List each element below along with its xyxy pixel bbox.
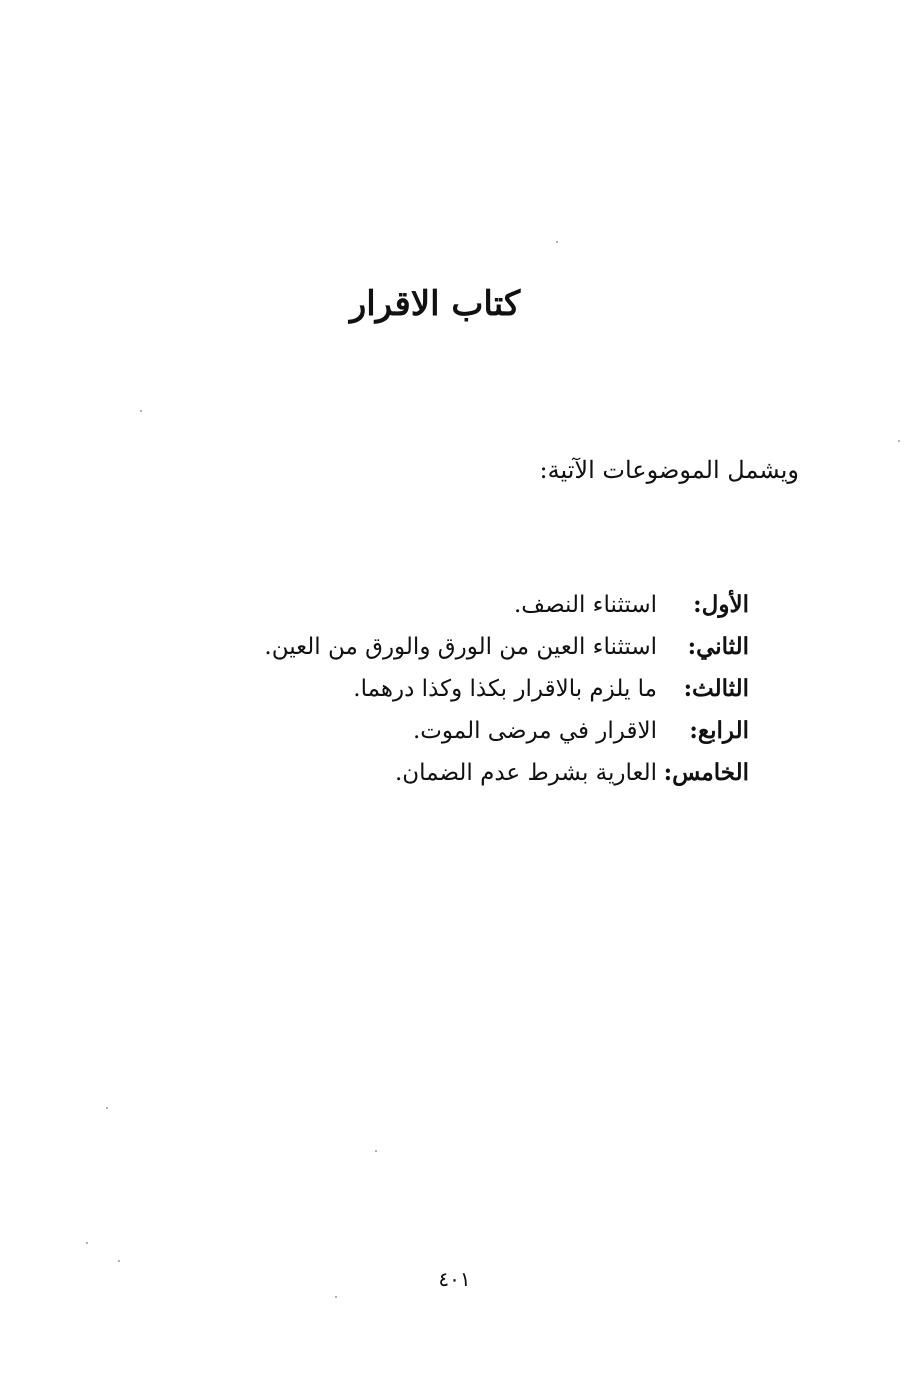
list-item (264, 710, 749, 752)
scan-speck (335, 1296, 337, 1298)
scan-speck (140, 410, 142, 412)
topic-label: الأول: (693, 591, 749, 618)
scan-speck (118, 1260, 120, 1262)
topics-list (264, 584, 749, 794)
topic-text: استثناء العين من الورق والورق من العين. (264, 634, 657, 660)
topic-text: استثناء النصف. (513, 592, 657, 618)
topic-label: الثالث: (683, 675, 749, 702)
scan-speck (898, 440, 900, 442)
list-item (264, 668, 749, 710)
topic-text: ما يلزم بالاقرار بكذا وكذا درهما. (353, 676, 657, 702)
topic-text: الاقرار في مرضى الموت. (412, 718, 657, 744)
list-item (264, 584, 749, 626)
scan-speck (375, 1150, 377, 1152)
list-item (264, 752, 749, 794)
page-number: ٤٠١ (438, 1267, 471, 1291)
scan-speck (86, 1242, 88, 1244)
topic-label: الرابع: (689, 717, 749, 744)
chapter-title: كتاب الاقرار (349, 284, 521, 324)
scan-speck (106, 1107, 108, 1109)
topic-label: الثاني: (687, 633, 749, 660)
topic-text: العارية بشرط عدم الضمان. (394, 760, 657, 786)
list-item (264, 626, 749, 668)
intro-line: ويشمل الموضوعات الآتية: (539, 456, 799, 484)
topic-label: الخامس: (663, 759, 749, 786)
scan-speck (556, 241, 558, 243)
